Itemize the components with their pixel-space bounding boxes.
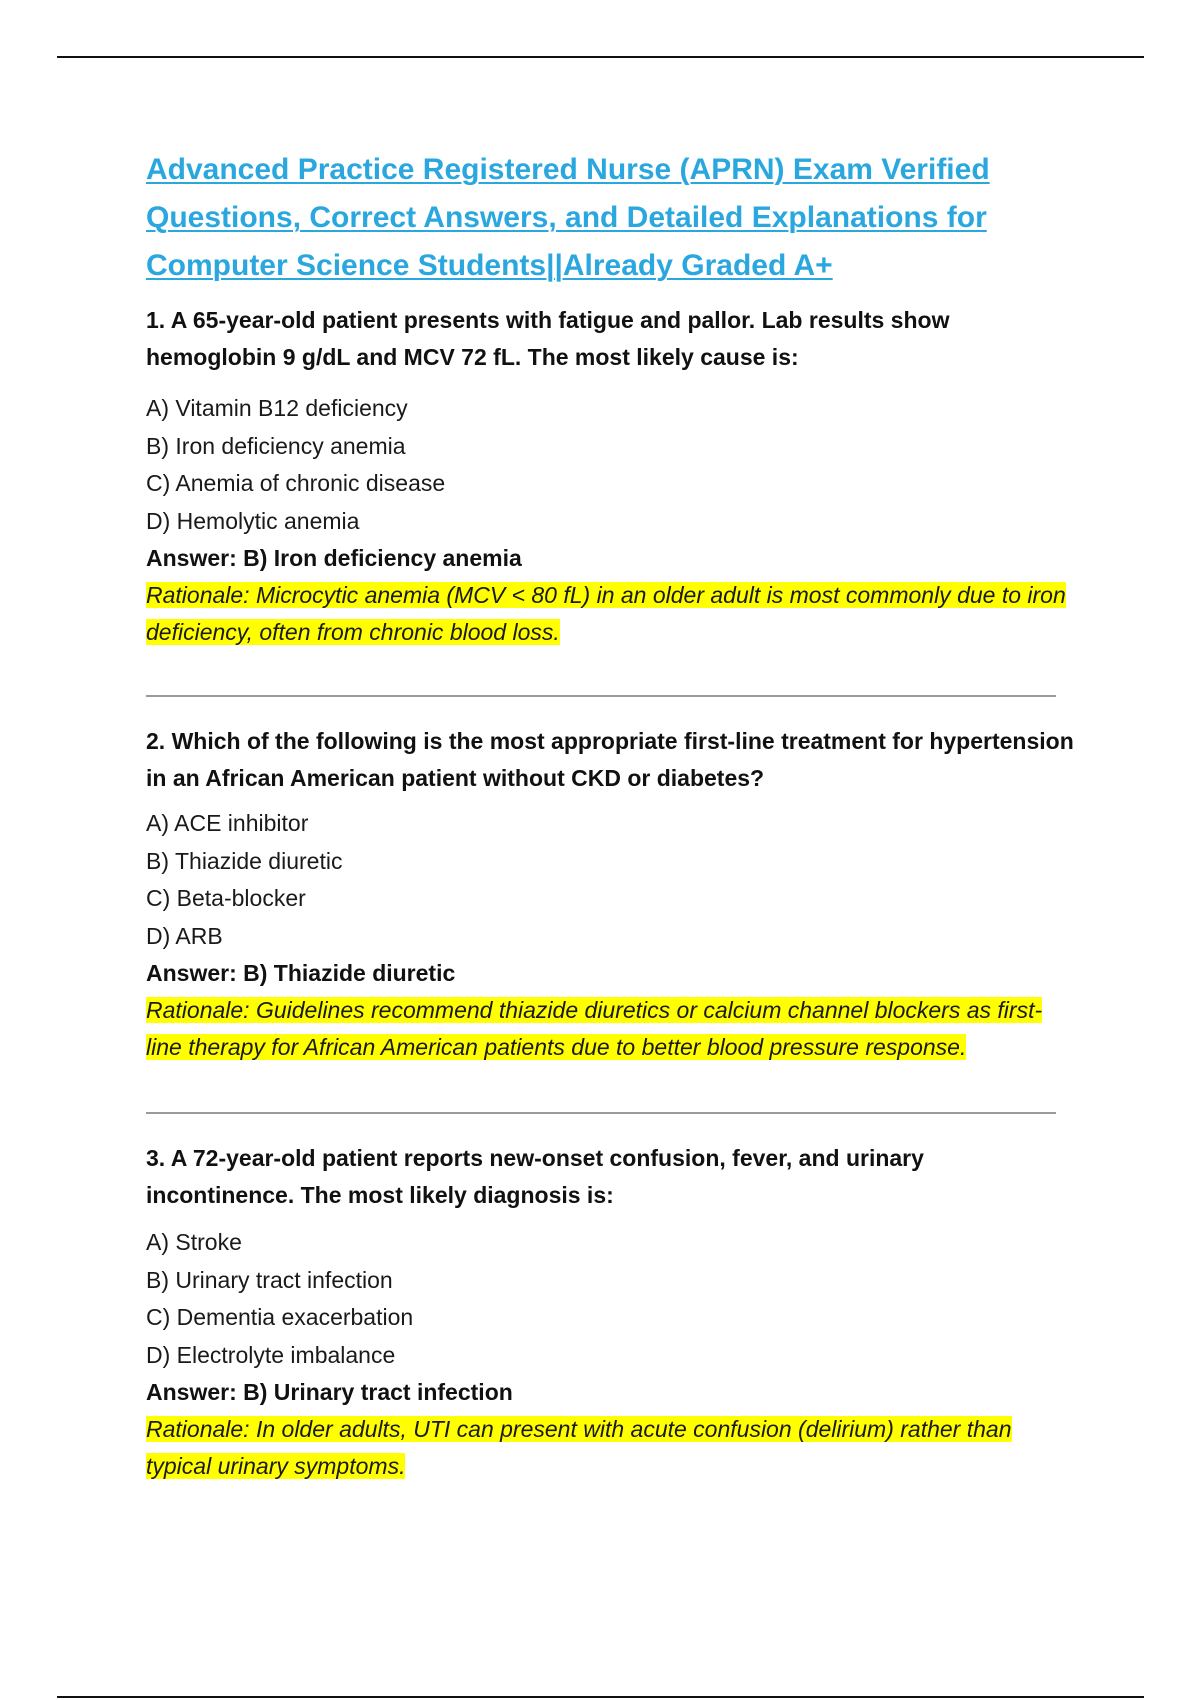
option-b: B) Thiazide diuretic [146, 847, 343, 874]
question-text: 1. A 65-year-old patient presents with fatigue and pallor. Lab results show hemoglobin 9 g/dL and MCV 72 fL. The most likely cause is: [146, 307, 950, 370]
header-rule [57, 56, 1144, 58]
question-separator [146, 695, 1056, 697]
answer-text: Answer: B) Iron deficiency anemia [146, 545, 522, 571]
question-block-2 [146, 723, 1076, 1066]
option-c: C) Beta-blocker [146, 885, 306, 911]
answer-text: Answer: B) Thiazide diuretic [146, 960, 456, 986]
option-b: B) Iron deficiency anemia [146, 432, 406, 459]
rationale [146, 577, 1076, 651]
option-a: A) Vitamin B12 deficiency [146, 395, 408, 421]
rationale [146, 1411, 1076, 1485]
question-text: 2. Which of the following is the most appropriate first-line treatment for hypertension in an African American patient without CKD or diabetes? [146, 728, 1074, 791]
question-block-3 [146, 1140, 1076, 1485]
options-list [146, 390, 1076, 540]
option-c: C) Dementia exacerbation [146, 1304, 414, 1330]
question-separator [146, 1112, 1056, 1114]
option-b: B) Urinary tract infection [146, 1266, 393, 1293]
answer-text: Answer: B) Urinary tract infection [146, 1379, 513, 1405]
option-a: A) Stroke [146, 1229, 242, 1255]
option-d: D) ARB [146, 922, 223, 949]
document-title[interactable]: Advanced Practice Registered Nurse (APRN) Exam Verified Questions, Correct Answers, and Detailed Explanations for Computer Science Students||Already Graded A+ [146, 153, 990, 282]
rationale-highlight: Rationale: Guidelines recommend thiazide diuretics or calcium channel blockers as first-line therapy for African American patients due to better blood pressure response. [146, 997, 1043, 1060]
option-c: C) Anemia of chronic disease [146, 470, 446, 496]
options-list [146, 1224, 1076, 1374]
option-d: D) Hemolytic anemia [146, 507, 360, 534]
rationale [146, 992, 1076, 1066]
option-d: D) Electrolyte imbalance [146, 1341, 396, 1368]
footer-rule [57, 1696, 1144, 1698]
option-a: A) ACE inhibitor [146, 810, 309, 836]
rationale-highlight: Rationale: Microcytic anemia (MCV < 80 fL) in an older adult is most commonly due to iron deficiency, often from chronic blood loss. [146, 582, 1066, 645]
question-text: 3. A 72-year-old patient reports new-onset confusion, fever, and urinary incontinence. The most likely diagnosis is: [146, 1145, 924, 1208]
rationale-highlight: Rationale: In older adults, UTI can present with acute confusion (delirium) rather than typical urinary symptoms. [146, 1416, 1012, 1479]
question-block-1 [146, 302, 1076, 651]
document-body [146, 146, 1076, 1485]
options-list [146, 805, 1076, 955]
